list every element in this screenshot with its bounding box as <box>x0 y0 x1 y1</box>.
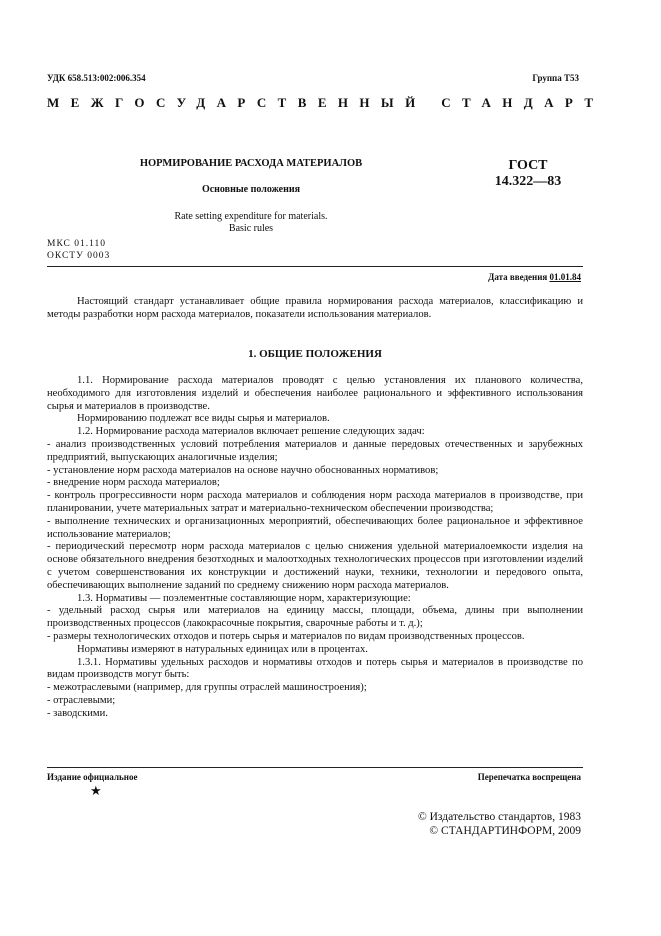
okstu-code: ОКСТУ 0003 <box>47 251 111 261</box>
date-label: Дата введения <box>488 272 548 282</box>
paragraph: Нормированию подлежат все виды сырья и материалов. <box>77 413 330 425</box>
list-item: - выполнение технических и организационных мероприятий, обеспечивающих более рациональное и эффективное использование материалов; <box>47 515 583 540</box>
gost-label: ГОСТ <box>508 158 548 173</box>
section-body <box>47 375 583 721</box>
paragraph: 1.3.1. Нормативы удельных расходов и нормативы отходов и потерь сырья и материалов в производстве по видам производств могут быть: <box>47 656 583 681</box>
paragraph: 1.2. Нормирование расхода материалов включает решение следующих задач: <box>77 426 425 438</box>
reprint-prohibited-label: Перепечатка воспрещена <box>477 772 581 782</box>
classification-codes <box>47 238 110 262</box>
gost-designation <box>486 158 570 190</box>
section-heading: 1. ОБЩИЕ ПОЛОЖЕНИЯ <box>248 348 382 360</box>
english-title-line-2: Basic rules <box>228 223 274 234</box>
list-item: - периодический пересмотр норм расхода материалов с целью снижения удельной материалоемкости изделия на основе обязательного внедрения безотходных и малоотходных технологических процессов при изготовлении изделий с учетом совершенствования их конструкции и достижений науки, техники, технологии и передового опыта, обеспечивающих выполнение заданий по среднему снижению норм расхода материалов. <box>47 541 583 591</box>
document-subtitle: Основные положения <box>201 184 301 195</box>
list-item: - размеры технологических отходов и потерь сырья и материалов по видам производственных процессов. <box>47 630 525 642</box>
mks-code: МКС 01.110 <box>47 239 107 249</box>
list-item: - установление норм расхода материалов на основе научно обоснованных нормативов; <box>47 464 439 476</box>
intro-block <box>47 296 583 322</box>
udk-code: УДК 658.513:002:006.354 <box>47 73 146 83</box>
list-item: - внедрение норм расхода материалов; <box>47 477 220 489</box>
list-item: - анализ производственных условий потребления материалов и данные передовых отечественных и зарубежных предприятий, выпускающих аналогичные изделия; <box>47 438 583 463</box>
footer-divider <box>47 767 583 768</box>
list-item: - межотраслевыми (например, для группы отраслей машиностроения); <box>47 682 367 694</box>
copyright-line-2: © СТАНДАРТИНФОРМ, 2009 <box>429 825 581 837</box>
group-code: Группа Т53 <box>532 73 579 83</box>
intro-paragraph: Настоящий стандарт устанавливает общие правила нормирования расхода материалов, классификацию и методы разработки норм расхода материалов, показатели использования материалов. <box>47 296 583 320</box>
copyright-line-1: © Издательство стандартов, 1983 <box>417 811 581 823</box>
document-title: НОРМИРОВАНИЕ РАСХОДА МАТЕРИАЛОВ <box>139 158 363 169</box>
list-item: - удельный расход сырья или материалов на единицу массы, площади, объема, длины при выполнении производственных процессов (лакокрасочные покрытия, сварочные работы и т. д.); <box>47 605 583 630</box>
header-divider <box>47 266 583 267</box>
star-icon: ★ <box>90 783 102 798</box>
interstate-standard-heading: МЕЖГОСУДАРСТВЕННЫЙ СТАНДАРТ <box>47 95 605 110</box>
list-item: - заводскими. <box>47 707 108 719</box>
gost-number: 14.322—83 <box>494 174 562 189</box>
paragraph: 1.1. Нормирование расхода материалов проводят с целью установления их планового количества, необходимого для изготовления изделий и обеспечения наиболее рационального и эффективного использования сырья и материалов в производстве. <box>47 375 583 412</box>
paragraph: 1.3. Нормативы — поэлементные составляющие норм, характеризующие: <box>77 592 411 604</box>
date-value: 01.01.84 <box>549 272 581 282</box>
introduction-date <box>488 272 581 282</box>
official-edition-label: Издание официальное <box>47 772 138 782</box>
list-item: - контроль прогрессивности норм расхода материалов и соблюдения норм расхода материалов в производстве, при планировании, учете материальных затрат и материально-техническом обеспечении производства; <box>47 490 583 514</box>
list-item: - отраслевыми; <box>47 694 116 706</box>
paragraph: Нормативы измеряют в натуральных единицах или в процентах. <box>77 643 368 655</box>
english-title-line-1: Rate setting expenditure for materials. <box>174 211 328 222</box>
